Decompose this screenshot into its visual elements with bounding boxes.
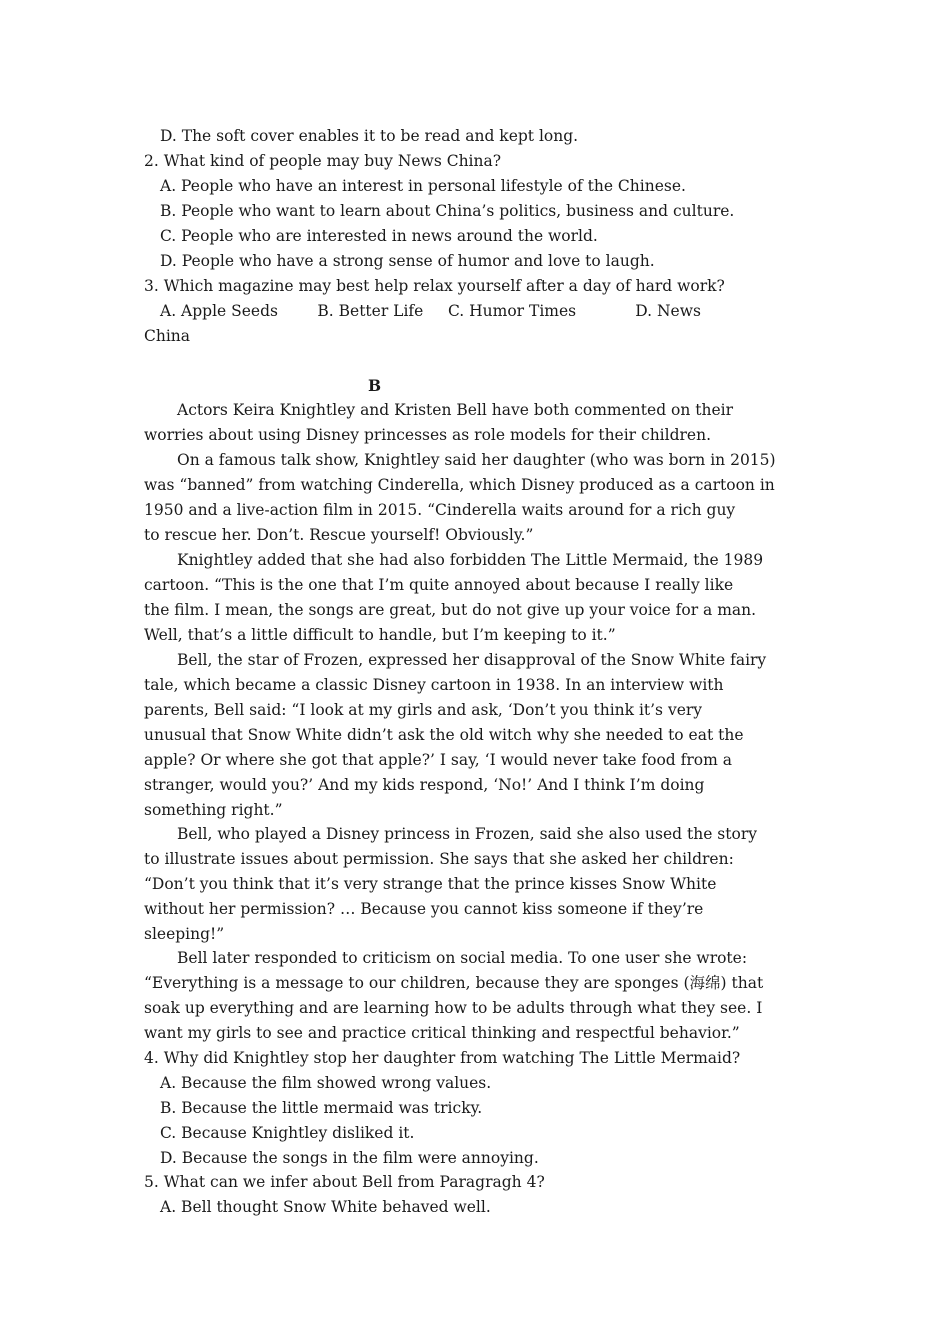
passage-line: parents, Bell said: “I look at my girls and ask, ‘Don’t you think it’s very: [144, 701, 703, 719]
passage-line: stranger, would you?’ And my kids respond, ‘No!’ And I think I’m doing: [144, 776, 705, 794]
passage-line: worries about using Disney princesses as role models for their children.: [144, 426, 712, 444]
passage-line: cartoon. “This is the one that I’m quite annoyed about because I really like: [144, 576, 734, 594]
passage-line: On a famous talk show, Knightley said her daughter (who was born in 2015): [177, 451, 776, 469]
passage-line: to illustrate issues about permission. She says that she asked her children:: [144, 850, 734, 868]
q2-stem: 2. What kind of people may buy News China?: [144, 152, 502, 170]
passage-line: Well, that’s a little difficult to handle, but I’m keeping to it.”: [144, 626, 616, 644]
q5-option-a: A. Bell thought Snow White behaved well.: [160, 1198, 491, 1216]
q1-option-d: D. The soft cover enables it to be read and kept long.: [160, 127, 579, 145]
q4-option-b: B. Because the little mermaid was tricky.: [160, 1099, 483, 1117]
passage-line: “Everything is a message to our children, because they are sponges (海绵) that: [144, 974, 764, 992]
q2-option-a: A. People who have an interest in personal lifestyle of the Chinese.: [160, 177, 686, 195]
q2-option-c: C. People who are interested in news around the world.: [160, 227, 598, 245]
q4-stem: 4. Why did Knightley stop her daughter from watching The Little Mermaid?: [144, 1049, 741, 1067]
q3-options-wrap: China: [144, 327, 191, 345]
passage-line: something right.”: [144, 801, 283, 819]
passage-line: “Don’t you think that it’s very strange that the prince kisses Snow White: [144, 875, 717, 893]
passage-line: tale, which became a classic Disney cartoon in 1938. In an interview with: [144, 676, 724, 694]
q2-option-b: B. People who want to learn about China’s politics, business and culture.: [160, 202, 735, 220]
q2-option-d: D. People who have a strong sense of humor and love to laugh.: [160, 252, 655, 270]
passage-line: was “banned” from watching Cinderella, which Disney produced as a cartoon in: [144, 476, 775, 494]
passage-line: sleeping!”: [144, 925, 225, 943]
q5-stem: 5. What can we infer about Bell from Paragragh 4?: [144, 1173, 545, 1191]
passage-line: want my girls to see and practice critical thinking and respectful behavior.”: [144, 1024, 740, 1042]
passage-line: the film. I mean, the songs are great, but do not give up your voice for a man.: [144, 601, 757, 619]
passage-line: unusual that Snow White didn’t ask the old witch why she needed to eat the: [144, 726, 744, 744]
q4-option-d: D. Because the songs in the film were annoying.: [160, 1149, 539, 1167]
passage-line: Bell, the star of Frozen, expressed her disapproval of the Snow White fairy: [177, 651, 767, 669]
passage-line: Bell, who played a Disney princess in Frozen, said she also used the story: [177, 825, 757, 843]
passage-line: to rescue her. Don’t. Rescue yourself! Obviously.”: [144, 526, 534, 544]
passage-line: without her permission? … Because you cannot kiss someone if they’re: [144, 900, 704, 918]
q4-option-c: C. Because Knightley disliked it.: [160, 1124, 415, 1142]
passage-line: 1950 and a live-action film in 2015. “Cinderella waits around for a rich guy: [144, 501, 736, 519]
passage-line: soak up everything and are learning how to be adults through what they see. I: [144, 999, 763, 1017]
q3-options: A. Apple Seeds B. Better Life C. Humor Times D. News: [160, 302, 701, 320]
passage-line: Actors Keira Knightley and Kristen Bell have both commented on their: [177, 401, 734, 419]
q3-stem: 3. Which magazine may best help relax yourself after a day of hard work?: [144, 277, 725, 295]
section-heading: B: [368, 376, 382, 395]
q4-option-a: A. Because the film showed wrong values.: [160, 1074, 492, 1092]
passage-line: apple? Or where she got that apple?’ I say, ‘I would never take food from a: [144, 751, 733, 769]
passage-line: Knightley added that she had also forbidden The Little Mermaid, the 1989: [177, 551, 764, 569]
passage-line: Bell later responded to criticism on social media. To one user she wrote:: [177, 949, 748, 967]
